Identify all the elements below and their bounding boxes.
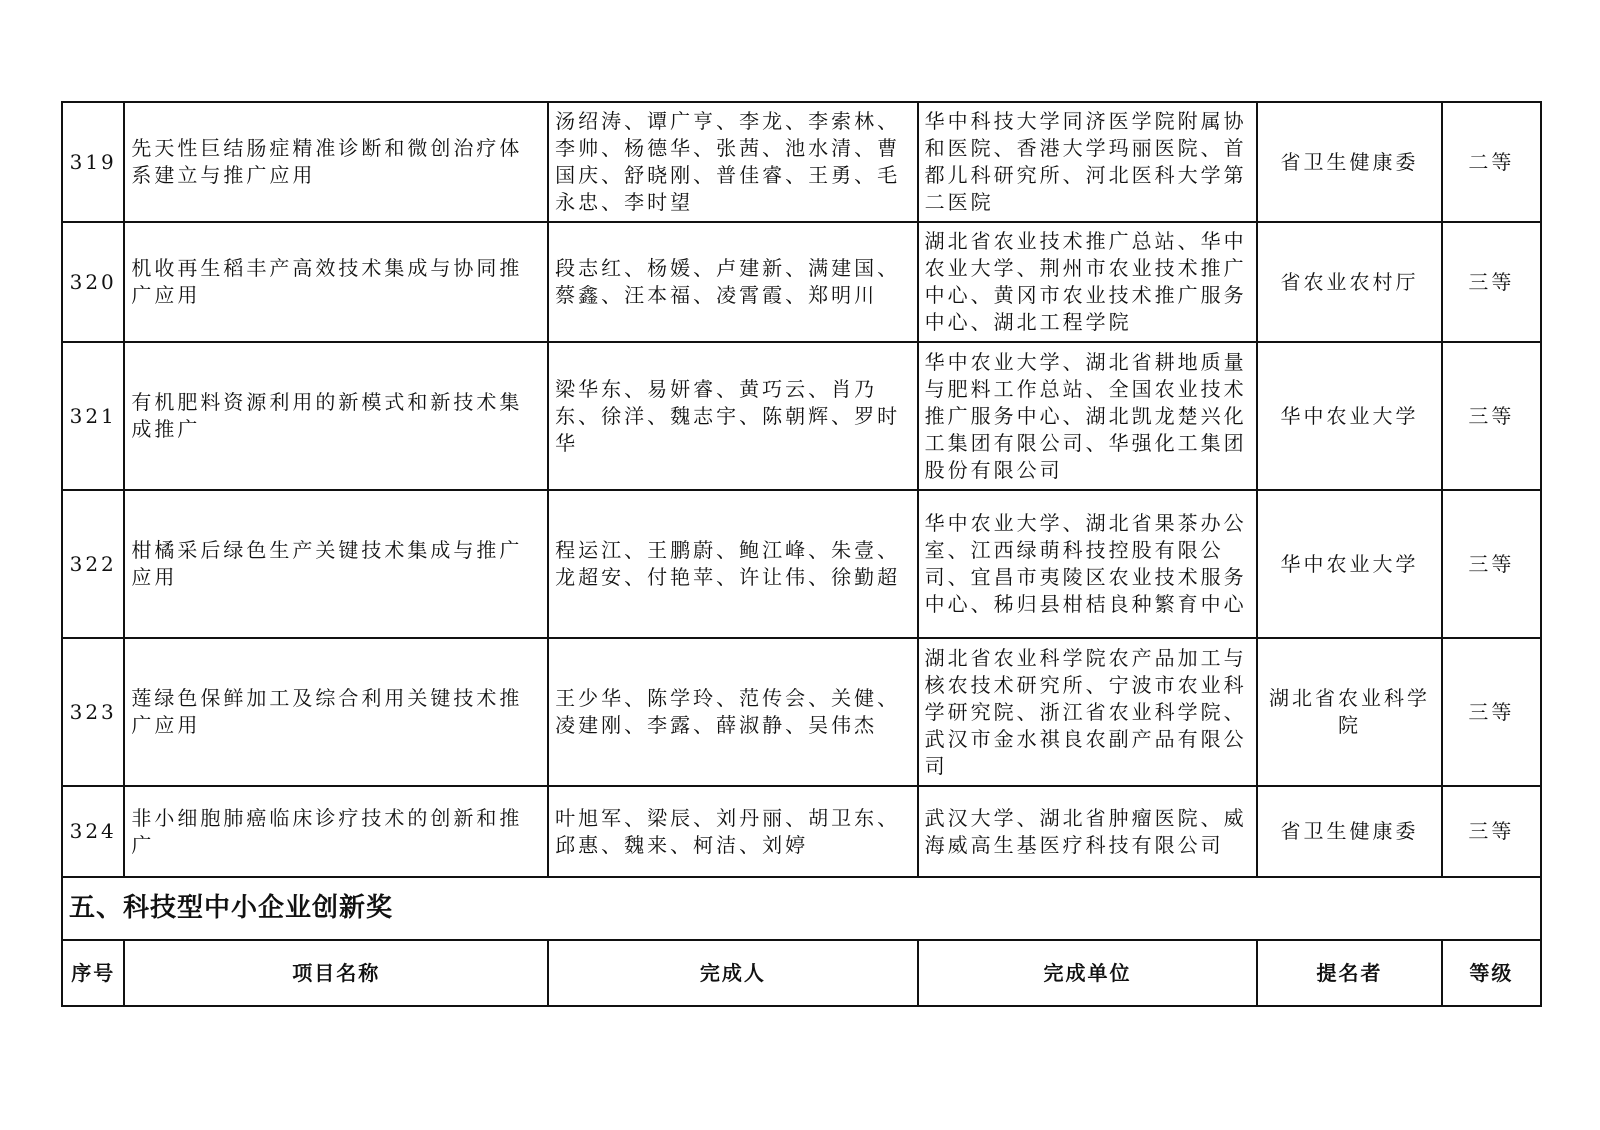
nominator: 华中农业大学 xyxy=(1257,342,1441,490)
grade: 三等 xyxy=(1442,638,1541,786)
table-header-row xyxy=(62,940,1541,1006)
project-name: 莲绿色保鲜加工及综合利用关键技术推广应用 xyxy=(124,638,548,786)
nominator: 省卫生健康委 xyxy=(1257,786,1441,877)
completers: 程运江、王鹏蔚、鲍江峰、朱壹、龙超安、付艳苹、许让伟、徐勤超 xyxy=(548,490,917,638)
header-seq: 序号 xyxy=(62,940,124,1006)
completers: 汤绍涛、谭广亨、李龙、李索林、李帅、杨德华、张茜、池水清、曹国庆、舒晓刚、普佳睿、王勇、毛永忠、李时望 xyxy=(548,102,917,222)
completers: 段志红、杨媛、卢建新、满建国、蔡鑫、汪本福、凌霄霞、郑明川 xyxy=(548,222,917,342)
project-name: 非小细胞肺癌临床诊疗技术的创新和推广 xyxy=(124,786,548,877)
table-row xyxy=(62,638,1541,786)
grade: 二等 xyxy=(1442,102,1541,222)
row-seq: 322 xyxy=(62,490,124,638)
row-seq: 324 xyxy=(62,786,124,877)
table-row xyxy=(62,342,1541,490)
completers: 梁华东、易妍睿、黄巧云、肖乃东、徐洋、魏志宇、陈朝辉、罗时华 xyxy=(548,342,917,490)
row-seq: 323 xyxy=(62,638,124,786)
completing-units: 华中农业大学、湖北省耕地质量与肥料工作总站、全国农业技术推广服务中心、湖北凯龙楚兴化工集团有限公司、华强化工集团股份有限公司 xyxy=(918,342,1258,490)
project-name: 先天性巨结肠症精准诊断和微创治疗体系建立与推广应用 xyxy=(124,102,548,222)
table-row xyxy=(62,102,1541,222)
grade: 三等 xyxy=(1442,222,1541,342)
nominator: 华中农业大学 xyxy=(1257,490,1441,638)
nominator: 省农业农村厅 xyxy=(1257,222,1441,342)
completing-units: 华中农业大学、湖北省果茶办公室、江西绿萌科技控股有限公司、宜昌市夷陵区农业技术服务中心、秭归县柑桔良种繁育中心 xyxy=(918,490,1258,638)
project-name: 柑橘采后绿色生产关键技术集成与推广应用 xyxy=(124,490,548,638)
completers: 王少华、陈学玲、范传会、关健、凌建刚、李露、薛淑静、吴伟杰 xyxy=(548,638,917,786)
header-completers: 完成人 xyxy=(548,940,917,1006)
row-seq: 319 xyxy=(62,102,124,222)
section-title: 五、科技型中小企业创新奖 xyxy=(62,877,1541,940)
grade: 三等 xyxy=(1442,786,1541,877)
award-table xyxy=(61,101,1542,1007)
completing-units: 华中科技大学同济医学院附属协和医院、香港大学玛丽医院、首都儿科研究所、河北医科大学第二医院 xyxy=(918,102,1258,222)
completing-units: 武汉大学、湖北省肿瘤医院、威海威高生基医疗科技有限公司 xyxy=(918,786,1258,877)
completing-units: 湖北省农业技术推广总站、华中农业大学、荆州市农业技术推广中心、黄冈市农业技术推广服务中心、湖北工程学院 xyxy=(918,222,1258,342)
completers: 叶旭军、梁辰、刘丹丽、胡卫东、邱惠、魏来、柯洁、刘婷 xyxy=(548,786,917,877)
nominator: 省卫生健康委 xyxy=(1257,102,1441,222)
row-seq: 321 xyxy=(62,342,124,490)
table-row xyxy=(62,222,1541,342)
header-completing-units: 完成单位 xyxy=(918,940,1258,1006)
grade: 三等 xyxy=(1442,342,1541,490)
header-project-name: 项目名称 xyxy=(124,940,548,1006)
grade: 三等 xyxy=(1442,490,1541,638)
completing-units: 湖北省农业科学院农产品加工与核农技术研究所、宁波市农业科学研究院、浙江省农业科学院、武汉市金水祺良农副产品有限公司 xyxy=(918,638,1258,786)
project-name: 机收再生稻丰产高效技术集成与协同推广应用 xyxy=(124,222,548,342)
table-row xyxy=(62,490,1541,638)
table-row xyxy=(62,786,1541,877)
header-nominator: 提名者 xyxy=(1257,940,1441,1006)
row-seq: 320 xyxy=(62,222,124,342)
nominator: 湖北省农业科学院 xyxy=(1257,638,1441,786)
section-heading-row xyxy=(62,877,1541,940)
project-name: 有机肥料资源利用的新模式和新技术集成推广 xyxy=(124,342,548,490)
header-grade: 等级 xyxy=(1442,940,1541,1006)
